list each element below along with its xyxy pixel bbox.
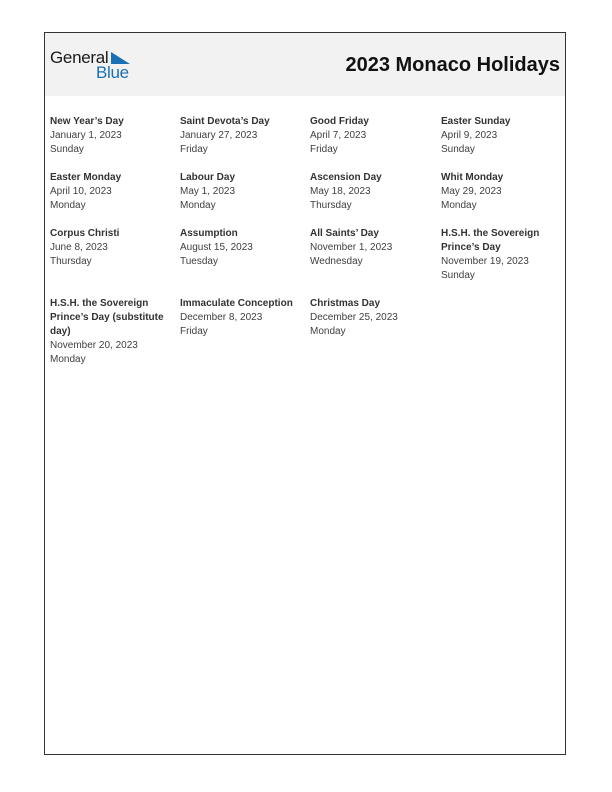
holiday-name: Easter Monday	[50, 172, 122, 183]
holiday-date: April 10, 2023	[50, 186, 112, 197]
holiday-entry	[441, 171, 562, 213]
holiday-weekday: Friday	[180, 144, 208, 155]
holiday-entry	[50, 171, 180, 213]
holiday-weekday: Thursday	[50, 256, 92, 267]
holiday-name: Christmas Day	[310, 298, 381, 309]
holiday-weekday: Monday	[50, 354, 86, 365]
holiday-date: December 25, 2023	[310, 312, 398, 323]
holiday-date: November 19, 2023	[441, 256, 529, 267]
holiday-name: H.S.H. the Sovereign Prince’s Day (substitute day)	[50, 298, 164, 337]
generalblue-logo	[50, 48, 140, 82]
holiday-name: All Saints’ Day	[310, 228, 379, 239]
holiday-date: December 8, 2023	[180, 312, 263, 323]
holiday-name: Assumption	[180, 228, 238, 239]
holiday-entry	[180, 115, 310, 157]
holiday-name: Corpus Christi	[50, 228, 120, 239]
holiday-name: Good Friday	[310, 116, 369, 127]
holiday-entry	[180, 227, 310, 283]
holiday-entry	[50, 297, 180, 367]
holiday-weekday: Monday	[310, 326, 346, 337]
logo-word-blue: Blue	[96, 63, 129, 82]
holiday-weekday: Tuesday	[180, 256, 218, 267]
holiday-date: May 1, 2023	[180, 186, 236, 197]
holiday-weekday: Friday	[180, 326, 208, 337]
holiday-name: Immaculate Conception	[180, 298, 293, 309]
holiday-entry	[180, 297, 310, 367]
holiday-date: January 1, 2023	[50, 130, 122, 141]
holiday-entry	[310, 171, 441, 213]
holiday-weekday: Thursday	[310, 200, 352, 211]
holiday-list	[50, 115, 562, 367]
holiday-entry	[310, 297, 441, 367]
holiday-name: Ascension Day	[310, 172, 382, 183]
holiday-weekday: Sunday	[441, 144, 475, 155]
holiday-weekday: Sunday	[50, 144, 84, 155]
holiday-weekday: Monday	[441, 200, 477, 211]
holiday-weekday: Monday	[180, 200, 216, 211]
holiday-weekday: Wednesday	[310, 256, 363, 267]
holiday-date: August 15, 2023	[180, 242, 253, 253]
holiday-name: Saint Devota’s Day	[180, 116, 270, 127]
holiday-name: Whit Monday	[441, 172, 504, 183]
holiday-entry	[50, 115, 180, 157]
page-title: 2023 Monaco Holidays	[345, 54, 560, 76]
holiday-date: April 7, 2023	[310, 130, 367, 141]
holiday-weekday: Friday	[310, 144, 338, 155]
holiday-weekday: Monday	[50, 200, 86, 211]
holiday-entry	[180, 171, 310, 213]
holiday-date: January 27, 2023	[180, 130, 258, 141]
holiday-date: November 20, 2023	[50, 340, 138, 351]
holiday-date: April 9, 2023	[441, 130, 498, 141]
holiday-entry	[50, 227, 180, 283]
holiday-entry	[310, 227, 441, 283]
page-frame	[44, 32, 566, 755]
holiday-weekday: Sunday	[441, 270, 475, 281]
holiday-entry	[441, 115, 562, 157]
holiday-entry	[310, 115, 441, 157]
holiday-date: May 29, 2023	[441, 186, 502, 197]
holiday-date: November 1, 2023	[310, 242, 393, 253]
holiday-name: Labour Day	[180, 172, 236, 183]
holiday-date: June 8, 2023	[50, 242, 108, 253]
holiday-name: Easter Sunday	[441, 116, 511, 127]
holiday-date: May 18, 2023	[310, 186, 371, 197]
logo-word-general: General	[50, 48, 109, 67]
holiday-name: New Year’s Day	[50, 116, 124, 127]
header	[45, 33, 565, 96]
holiday-entry	[441, 227, 562, 283]
holiday-name: H.S.H. the Sovereign Prince’s Day	[441, 228, 540, 253]
